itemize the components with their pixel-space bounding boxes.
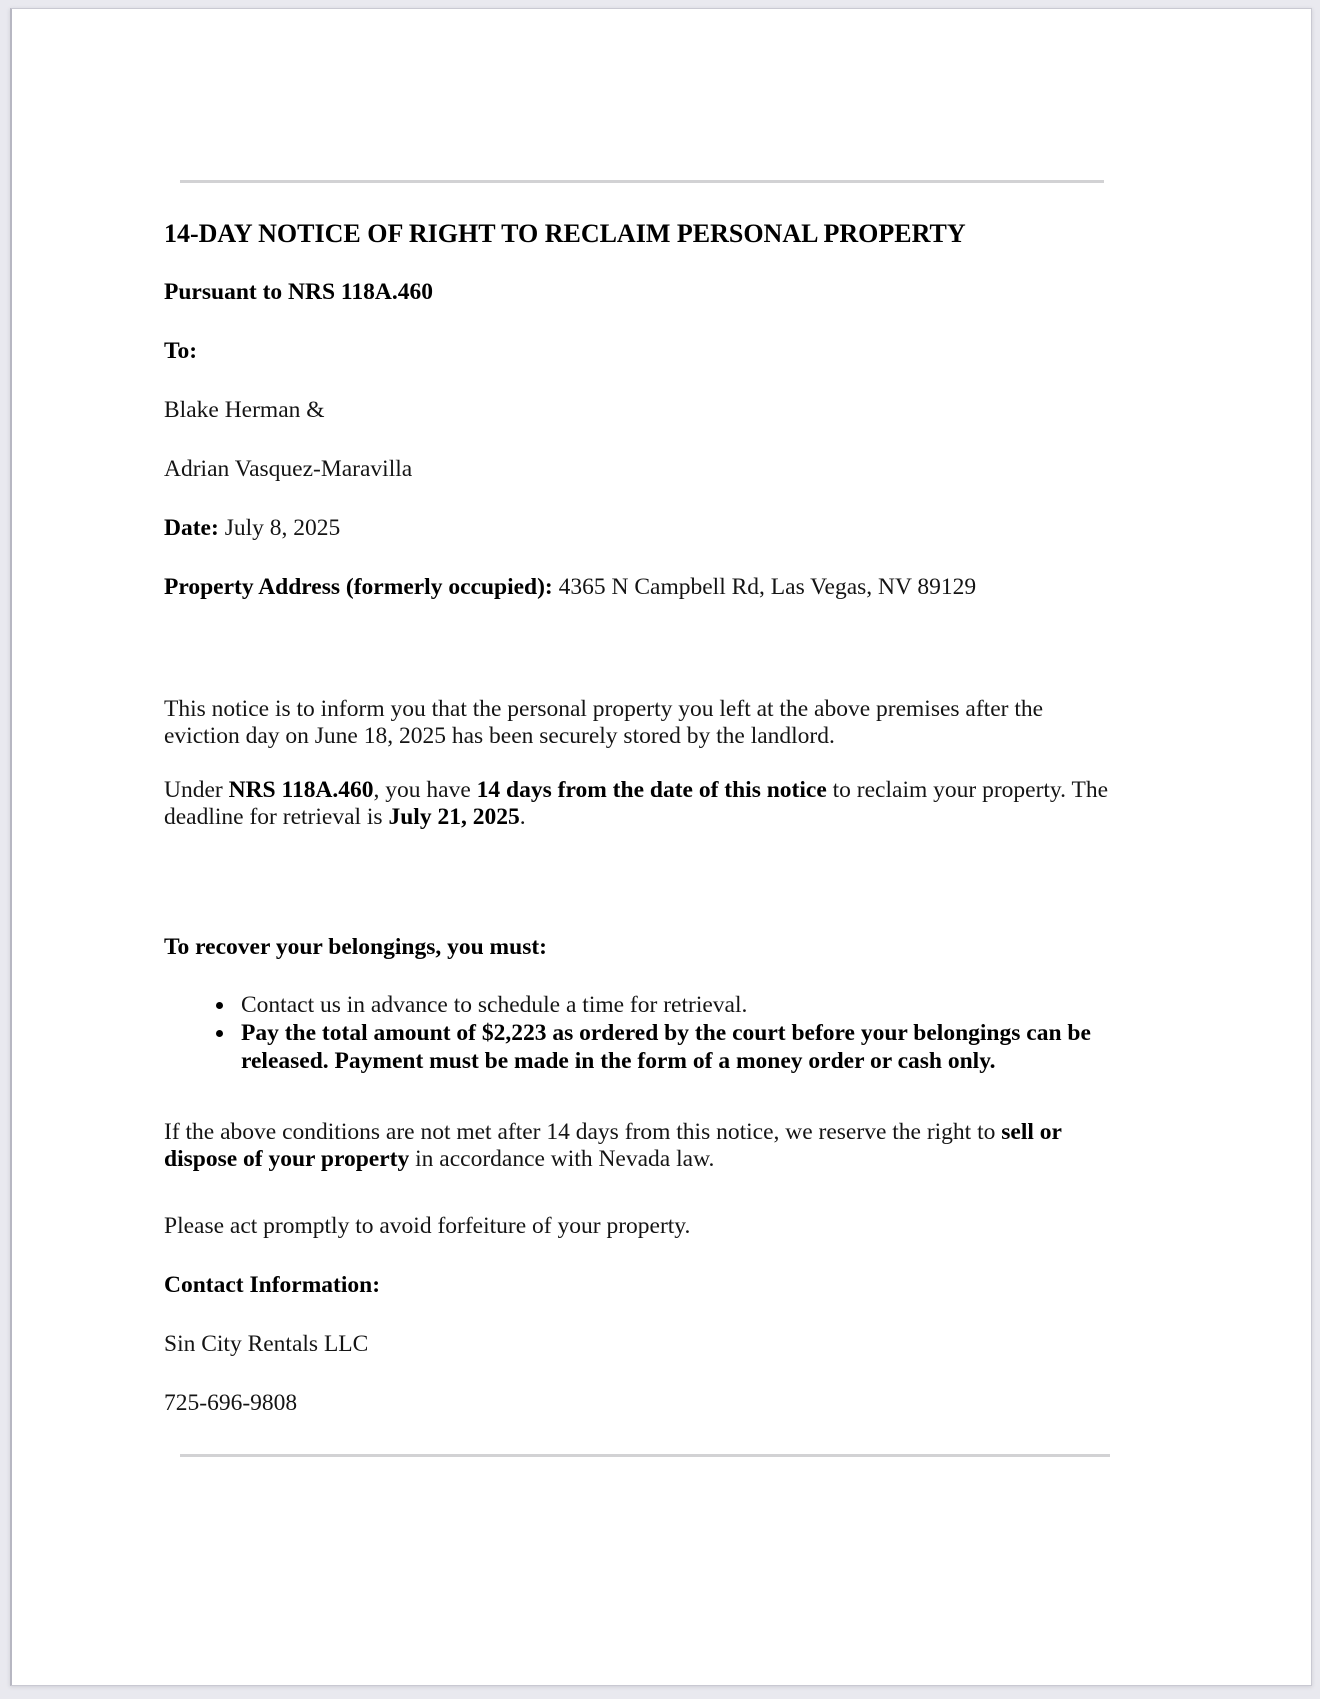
recover-heading: To recover your belongings, you must: — [164, 934, 547, 960]
prompt-paragraph: Please act promptly to avoid forfeiture of your property. — [164, 1213, 691, 1239]
company-name: Sin City Rentals LLC — [164, 1331, 369, 1357]
bottom-divider — [180, 1454, 1110, 1457]
contact-heading: Contact Information: — [164, 1272, 381, 1298]
to-label: To: — [164, 338, 198, 364]
requirement-item-payment: • Pay the total amount of $2,223 as ordered by the court before your belongings can be released. Payment must be made in the form of a money order or cash only. — [236, 1019, 1114, 1075]
statute-line: Pursuant to NRS 118A.460 — [164, 279, 433, 305]
notice-page — [10, 8, 1312, 1686]
phone-number: 725-696-9808 — [164, 1390, 298, 1416]
notice-title: 14-DAY NOTICE OF RIGHT TO RECLAIM PERSONAL PROPERTY — [164, 219, 966, 248]
deadline-paragraph: Under NRS 118A.460, you have 14 days from the date of this notice to reclaim your property. The deadline for retrieval is July 21, 2025. — [164, 777, 1109, 830]
storage-paragraph: This notice is to inform you that the personal property you left at the above premises after the eviction day on June 18, 2025 has been securely stored by the landlord. — [164, 696, 1044, 749]
top-divider — [180, 180, 1104, 183]
recipient-name-2: Adrian Vasquez-Maravilla — [164, 456, 413, 482]
conditions-paragraph: If the above conditions are not met after 14 days from this notice, we reserve the right to sell or dispose of your property in accordance with Nevada law. — [164, 1119, 1062, 1172]
requirements-list — [164, 991, 1114, 1075]
property-address-line: Property Address (formerly occupied): 4365 N Campbell Rd, Las Vegas, NV 89129 — [164, 574, 977, 600]
requirement-item-contact: • Contact us in advance to schedule a time for retrieval. — [236, 991, 1114, 1019]
recipient-name-1: Blake Herman & — [164, 397, 325, 423]
date-line: Date: July 8, 2025 — [164, 515, 341, 541]
